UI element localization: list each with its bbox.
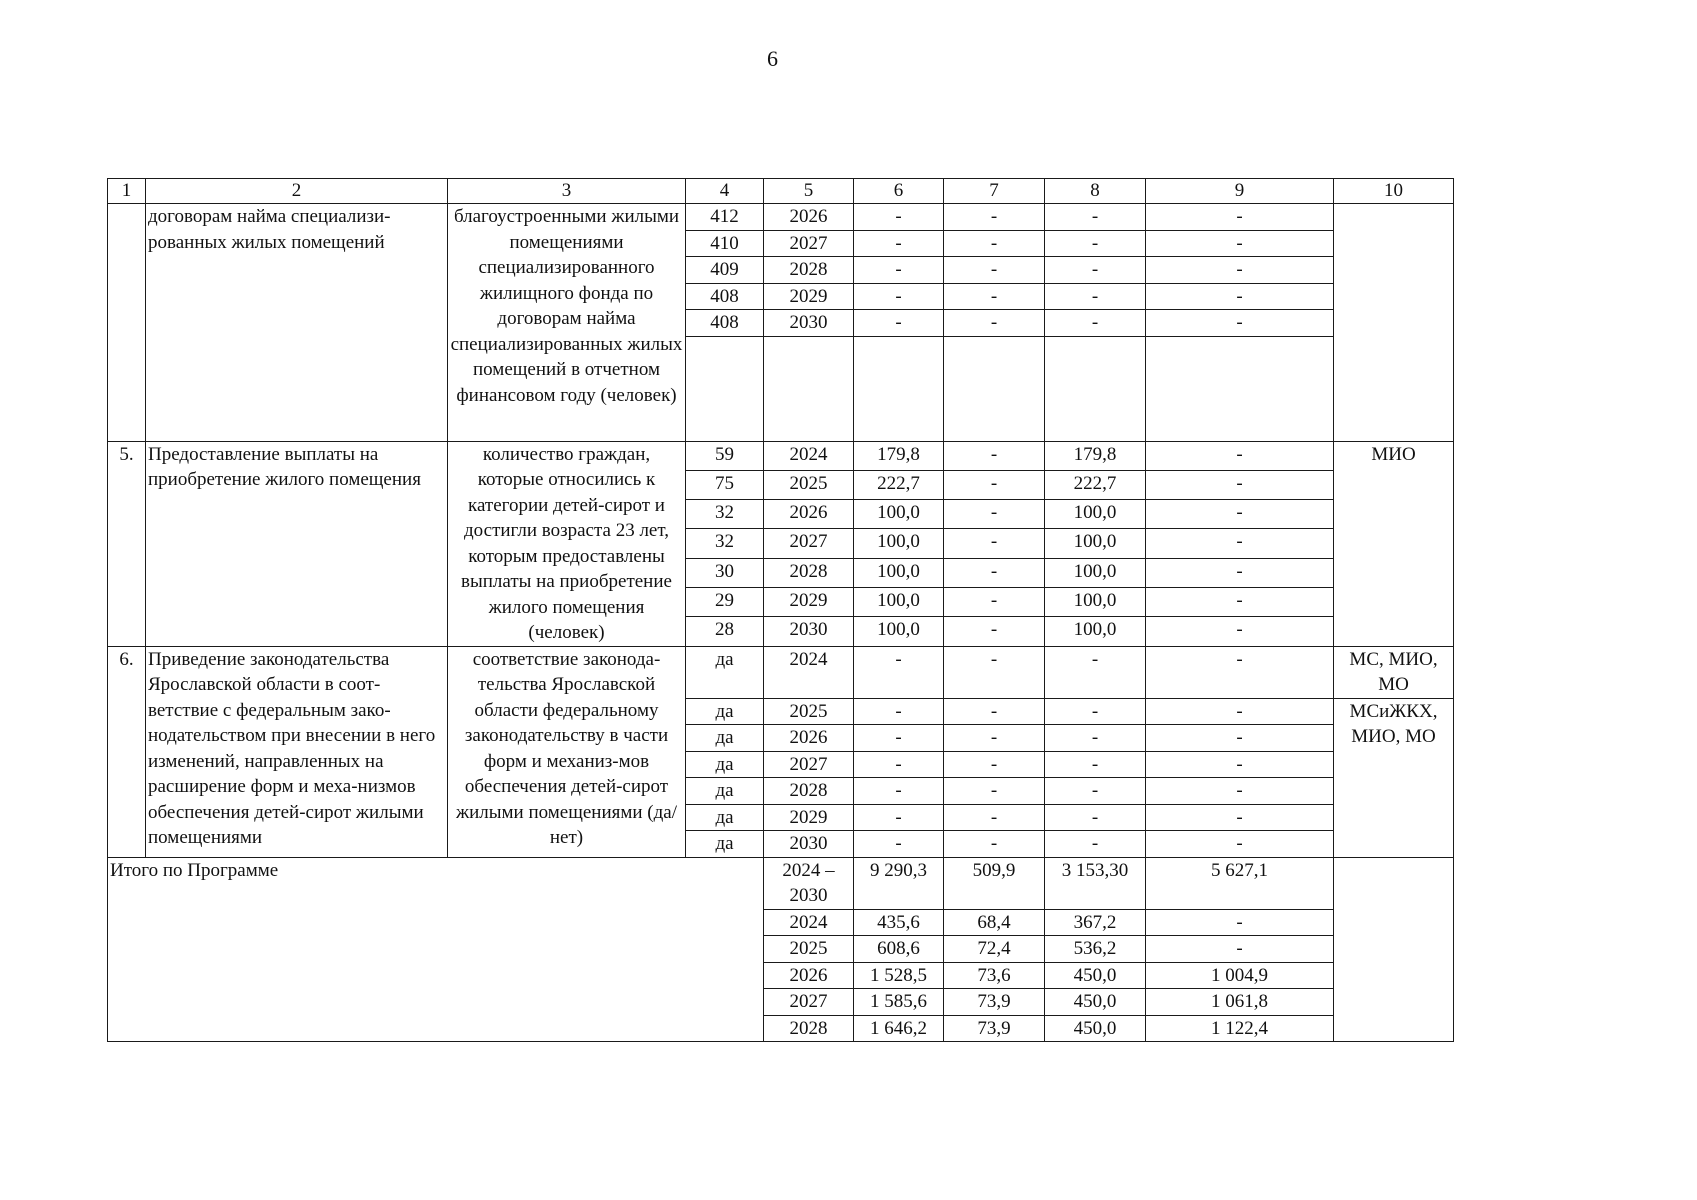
col7-cell: 73,9 — [944, 1015, 1045, 1042]
indicator-cell: благоустроенными жилыми помещениями специализированного жилищного фонда по договорам найма специализированных жилых помещений в отчетном финансовом году (человек) — [448, 204, 686, 442]
year-cell: 2025 — [764, 936, 854, 963]
col6-cell: 100,0 — [854, 529, 944, 558]
col9-cell: 1 004,9 — [1146, 962, 1334, 989]
col8-cell: - — [1045, 751, 1146, 778]
col8-cell: 450,0 — [1045, 962, 1146, 989]
col7-cell: - — [944, 778, 1045, 805]
col9-cell: - — [1146, 936, 1334, 963]
year-cell: 2028 — [764, 778, 854, 805]
year-cell: 2024 – 2030 — [764, 857, 854, 909]
year-cell: 2026 — [764, 500, 854, 529]
col9-cell: 1 061,8 — [1146, 989, 1334, 1016]
col7-cell: - — [944, 470, 1045, 499]
col6-cell: 435,6 — [854, 909, 944, 936]
col8-cell: - — [1045, 646, 1146, 698]
indicator-cell: количество граждан, которые относились к категории детей-сирот и достигли возраста 23 лет, которым предоставлены выплаты на приобретение жилого помещения (человек) — [448, 441, 686, 646]
year-cell: 2026 — [764, 725, 854, 752]
value-cell: 29 — [686, 587, 764, 616]
col9-cell: - — [1146, 529, 1334, 558]
col6-cell: - — [854, 310, 944, 337]
value-cell: да — [686, 831, 764, 858]
col8-cell: - — [1045, 698, 1146, 725]
col7-cell: - — [944, 698, 1045, 725]
col9-cell: - — [1146, 441, 1334, 470]
year-cell: 2027 — [764, 751, 854, 778]
col6-cell: 100,0 — [854, 587, 944, 616]
col6-cell: - — [854, 204, 944, 231]
value-cell: 408 — [686, 283, 764, 310]
table-row — [108, 646, 1454, 698]
year-cell: 2030 — [764, 310, 854, 337]
col6-cell: 1 585,6 — [854, 989, 944, 1016]
value-cell: 410 — [686, 230, 764, 257]
value-cell: да — [686, 751, 764, 778]
year-cell: 2029 — [764, 804, 854, 831]
col9-cell: - — [1146, 909, 1334, 936]
value-cell: 32 — [686, 500, 764, 529]
filler-cell — [686, 336, 764, 441]
filler-cell — [1146, 336, 1334, 441]
col8-cell: 100,0 — [1045, 587, 1146, 616]
col9-cell: - — [1146, 751, 1334, 778]
col7-cell: - — [944, 204, 1045, 231]
value-cell: да — [686, 804, 764, 831]
col7-cell: - — [944, 725, 1045, 752]
value-cell: 28 — [686, 617, 764, 646]
header-cell: 10 — [1334, 179, 1454, 204]
col6-cell: 100,0 — [854, 500, 944, 529]
year-cell: 2028 — [764, 1015, 854, 1042]
header-cell: 7 — [944, 179, 1045, 204]
table-body — [108, 179, 1454, 1042]
year-cell: 2027 — [764, 529, 854, 558]
col8-cell: 100,0 — [1045, 529, 1146, 558]
col9-cell: - — [1146, 204, 1334, 231]
col9-cell: - — [1146, 500, 1334, 529]
program-table — [107, 178, 1454, 1042]
col7-cell: 509,9 — [944, 857, 1045, 909]
header-cell: 9 — [1146, 179, 1334, 204]
year-cell: 2026 — [764, 962, 854, 989]
filler-cell — [944, 336, 1045, 441]
filler-cell — [1045, 336, 1146, 441]
col7-cell: 68,4 — [944, 909, 1045, 936]
col9-cell: - — [1146, 470, 1334, 499]
col8-cell: 450,0 — [1045, 1015, 1146, 1042]
col8-cell: 222,7 — [1045, 470, 1146, 499]
col8-cell: - — [1045, 230, 1146, 257]
year-cell: 2027 — [764, 230, 854, 257]
col9-cell: - — [1146, 804, 1334, 831]
col6-cell: 100,0 — [854, 558, 944, 587]
year-cell: 2025 — [764, 698, 854, 725]
col6-cell: 608,6 — [854, 936, 944, 963]
value-cell: да — [686, 725, 764, 752]
col8-cell: 100,0 — [1045, 558, 1146, 587]
col7-cell: - — [944, 310, 1045, 337]
col6-cell: - — [854, 230, 944, 257]
col8-cell: 536,2 — [1045, 936, 1146, 963]
col9-cell: - — [1146, 646, 1334, 698]
header-cell: 3 — [448, 179, 686, 204]
table-row — [108, 204, 1454, 231]
value-cell: 75 — [686, 470, 764, 499]
indicator-cell: соответствие законода-тельства Ярославской области федеральному законодательству в части форм и механиз-мов обеспечения детей-сирот жилыми помещениями (да/нет) — [448, 646, 686, 857]
event-name-cell: Предоставление выплаты на приобретение жилого помещения — [146, 441, 448, 646]
col8-cell: - — [1045, 204, 1146, 231]
col7-cell: - — [944, 831, 1045, 858]
col9-cell: - — [1146, 283, 1334, 310]
header-cell: 6 — [854, 179, 944, 204]
header-cell: 2 — [146, 179, 448, 204]
col6-cell: 222,7 — [854, 470, 944, 499]
col7-cell: - — [944, 558, 1045, 587]
col6-cell: - — [854, 646, 944, 698]
value-cell: 412 — [686, 204, 764, 231]
year-cell: 2026 — [764, 204, 854, 231]
col8-cell: - — [1045, 804, 1146, 831]
executor-cell: МСиЖКХ, МИО, МО — [1334, 698, 1454, 857]
col7-cell: - — [944, 230, 1045, 257]
col7-cell: - — [944, 283, 1045, 310]
header-cell: 1 — [108, 179, 146, 204]
year-cell: 2024 — [764, 441, 854, 470]
col9-cell: - — [1146, 698, 1334, 725]
col9-cell: - — [1146, 778, 1334, 805]
event-name-cell: договорам найма специализи-рованных жилых помещений — [146, 204, 448, 442]
executor-cell: МИО — [1334, 441, 1454, 646]
col6-cell: 9 290,3 — [854, 857, 944, 909]
col9-cell: - — [1146, 617, 1334, 646]
value-cell: 59 — [686, 441, 764, 470]
value-cell: 408 — [686, 310, 764, 337]
value-cell: 30 — [686, 558, 764, 587]
col9-cell: 5 627,1 — [1146, 857, 1334, 909]
col8-cell: 450,0 — [1045, 989, 1146, 1016]
col8-cell: - — [1045, 310, 1146, 337]
value-cell: да — [686, 698, 764, 725]
year-cell: 2030 — [764, 617, 854, 646]
value-cell: да — [686, 646, 764, 698]
header-cell: 4 — [686, 179, 764, 204]
col8-cell: - — [1045, 283, 1146, 310]
value-cell: 409 — [686, 257, 764, 284]
col7-cell: - — [944, 804, 1045, 831]
col7-cell: - — [944, 646, 1045, 698]
year-cell: 2029 — [764, 587, 854, 616]
col9-cell: - — [1146, 230, 1334, 257]
event-name-cell: Приведение законодательства Ярославской области в соот-ветствие с федеральным зако-нодательством при внесении в него изменений, направленных на расширение форм и меха-низмов обеспечения детей-сирот жилыми помещениями — [146, 646, 448, 857]
col6-cell: - — [854, 778, 944, 805]
col8-cell: - — [1045, 257, 1146, 284]
executor-cell — [1334, 204, 1454, 442]
col9-cell: - — [1146, 257, 1334, 284]
total-label-cell: Итого по Программе — [108, 857, 764, 1042]
col6-cell: 1 646,2 — [854, 1015, 944, 1042]
year-cell: 2029 — [764, 283, 854, 310]
table-row — [108, 441, 1454, 470]
col8-cell: 367,2 — [1045, 909, 1146, 936]
col7-cell: - — [944, 441, 1045, 470]
col7-cell: - — [944, 617, 1045, 646]
col8-cell: - — [1045, 778, 1146, 805]
col6-cell: - — [854, 751, 944, 778]
year-cell: 2028 — [764, 558, 854, 587]
col8-cell: 3 153,30 — [1045, 857, 1146, 909]
executor-cell — [1334, 857, 1454, 1042]
col9-cell: - — [1146, 558, 1334, 587]
col6-cell: - — [854, 804, 944, 831]
col8-cell: 100,0 — [1045, 500, 1146, 529]
col9-cell: 1 122,4 — [1146, 1015, 1334, 1042]
col7-cell: 73,9 — [944, 989, 1045, 1016]
filler-cell — [854, 336, 944, 441]
col6-cell: - — [854, 283, 944, 310]
filler-cell — [764, 336, 854, 441]
year-cell: 2028 — [764, 257, 854, 284]
col9-cell: - — [1146, 587, 1334, 616]
col6-cell: 100,0 — [854, 617, 944, 646]
col7-cell: - — [944, 257, 1045, 284]
col7-cell: 73,6 — [944, 962, 1045, 989]
year-cell: 2030 — [764, 831, 854, 858]
year-cell: 2024 — [764, 909, 854, 936]
year-cell: 2024 — [764, 646, 854, 698]
col7-cell: - — [944, 500, 1045, 529]
year-cell: 2025 — [764, 470, 854, 499]
row-number-cell: 6. — [108, 646, 146, 857]
page-number: 6 — [767, 46, 778, 71]
col7-cell: - — [944, 751, 1045, 778]
row-number-cell — [108, 204, 146, 442]
header-cell: 8 — [1045, 179, 1146, 204]
col6-cell: - — [854, 257, 944, 284]
col6-cell: 179,8 — [854, 441, 944, 470]
total-row — [108, 857, 1454, 909]
col7-cell: - — [944, 529, 1045, 558]
col8-cell: 179,8 — [1045, 441, 1146, 470]
col7-cell: 72,4 — [944, 936, 1045, 963]
col6-cell: - — [854, 725, 944, 752]
col6-cell: - — [854, 698, 944, 725]
header-cell: 5 — [764, 179, 854, 204]
row-number-cell: 5. — [108, 441, 146, 646]
year-cell: 2027 — [764, 989, 854, 1016]
col8-cell: 100,0 — [1045, 617, 1146, 646]
executor-cell: МС, МИО, МО — [1334, 646, 1454, 698]
col8-cell: - — [1045, 725, 1146, 752]
value-cell: 32 — [686, 529, 764, 558]
col9-cell: - — [1146, 725, 1334, 752]
col6-cell: 1 528,5 — [854, 962, 944, 989]
col6-cell: - — [854, 831, 944, 858]
header-row — [108, 179, 1454, 204]
col7-cell: - — [944, 587, 1045, 616]
col9-cell: - — [1146, 310, 1334, 337]
value-cell: да — [686, 778, 764, 805]
col9-cell: - — [1146, 831, 1334, 858]
col8-cell: - — [1045, 831, 1146, 858]
